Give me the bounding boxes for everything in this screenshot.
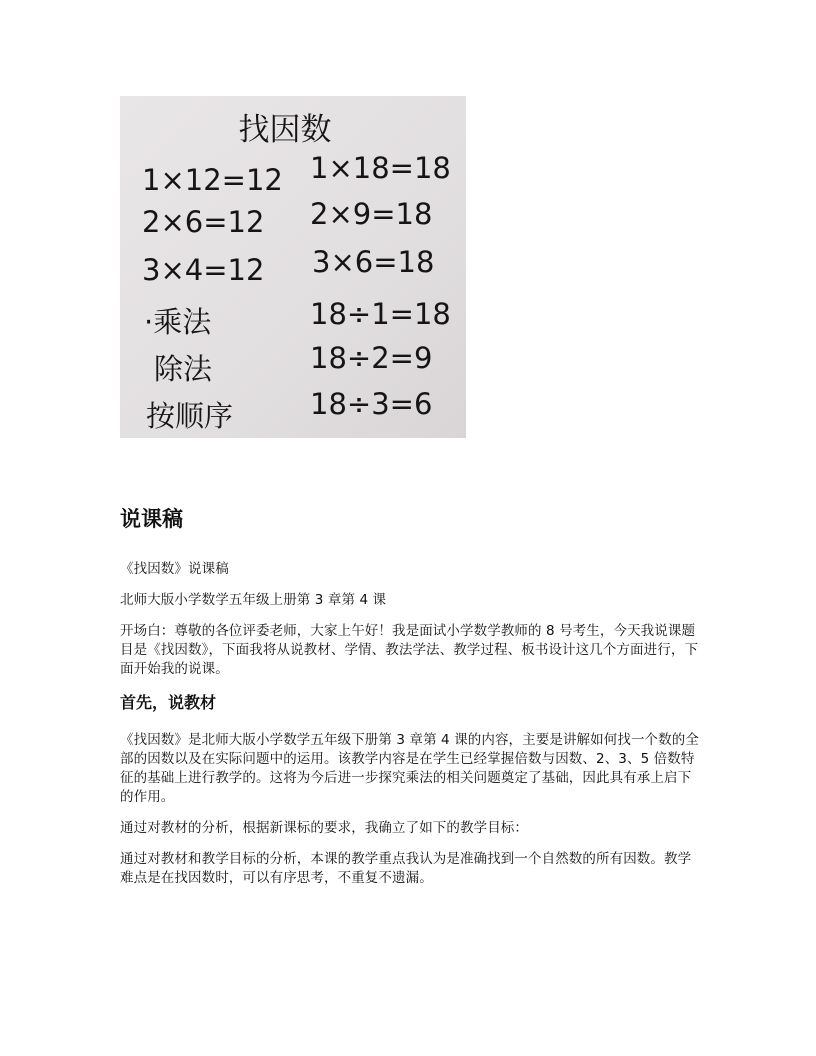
photo-title: 找因数 (238, 112, 332, 148)
paragraph-goals: 通过对教材的分析，根据新课标的要求，我确立了如下的教学目标： (120, 820, 528, 836)
photo-left-line-6: 按顺序 (146, 399, 234, 433)
photo-right-line-2: 2×9=18 (310, 197, 433, 231)
photo-left-line-1: 1×12=12 (142, 163, 283, 197)
photo-right-line-6: 18÷3=6 (310, 387, 433, 421)
photo-left-line-5: 除法 (154, 352, 213, 386)
section-heading: 首先，说教材 (120, 693, 217, 712)
main-heading: 说课稿 (120, 507, 183, 531)
paragraph-opening: 开场白：尊敬的各位评委老师，大家上午好！我是面试小学数学教师的 8 号考生，今天我说课题目是《找因数》，下面我将从说教材、学情、教法学法、教学过程、板书设计这几个方面进行，下面开始我的说课。 (120, 623, 699, 677)
paragraph-title: 《找因数》说课稿 (120, 561, 229, 577)
photo-left-line-4: ·乘法 (144, 305, 212, 339)
photo-right-line-1: 1×18=18 (310, 151, 451, 185)
photo-right-line-5: 18÷2=9 (310, 341, 433, 375)
paragraph-source: 北师大版小学数学五年级上册第 3 章第 4 课 (120, 592, 387, 608)
photo-right-line-3: 3×6=18 (312, 245, 435, 279)
document-body (120, 504, 700, 900)
photo-left-line-3: 3×4=12 (142, 253, 265, 287)
paragraph-textbook: 《找因数》是北师大版小学数学五年级下册第 3 章第 4 课的内容，主要是讲解如何找一个数的全部的因数以及在实际问题中的运用。该教学内容是在学生已经掌握倍数与因数、2、3、5 倍数特征的基础上进行教学的。这将为今后进一步探究乘法的相关问题奠定了基础，因此具有承上启下的作用。 (120, 732, 699, 805)
paragraph-focus: 通过对教材和教学目标的分析，本课的教学重点我认为是准确找到一个自然数的所有因数。教学难点是在找因数时，可以有序思考，不重复不遗漏。 (120, 851, 692, 886)
handwritten-notes-drawing (120, 96, 466, 438)
handwritten-notes-photo (120, 96, 466, 438)
photo-left-line-2: 2×6=12 (142, 205, 265, 239)
photo-right-line-4: 18÷1=18 (310, 297, 451, 331)
